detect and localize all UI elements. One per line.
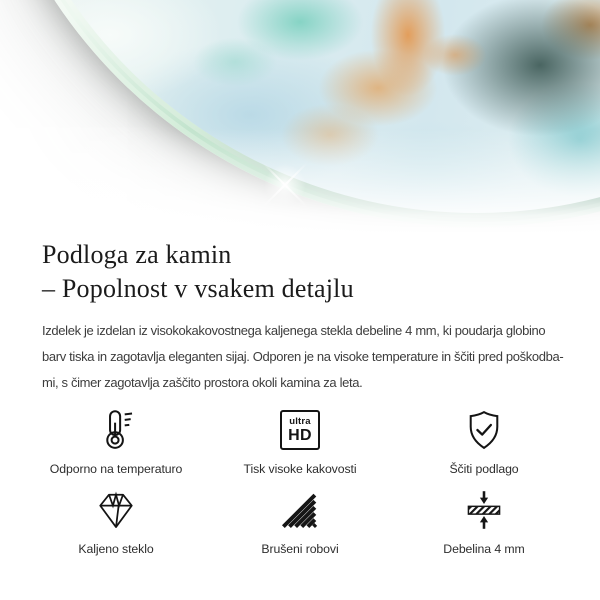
description-line: Izdelek je izdelan iz visokokakovostnega kaljenega stekla debeline 4 mm, ki poudarja globino bbox=[42, 323, 546, 338]
product-image bbox=[0, 0, 600, 234]
ultra-hd-icon bbox=[276, 408, 324, 452]
feature-label: Brušeni robovi bbox=[261, 542, 339, 556]
feature-label: Debelina 4 mm bbox=[443, 542, 525, 556]
image-bottom-fade bbox=[0, 0, 600, 234]
page-title bbox=[42, 238, 558, 306]
feature-polished-edges bbox=[208, 488, 392, 556]
feature-label: Kaljeno steklo bbox=[78, 542, 154, 556]
shield-check-icon bbox=[460, 408, 508, 452]
brushed-edges-icon bbox=[276, 488, 324, 532]
feature-protects-surface bbox=[392, 408, 576, 476]
feature-print-quality bbox=[208, 408, 392, 476]
ultra-hd-badge-top: ultra bbox=[289, 415, 311, 427]
ultra-hd-badge-bottom: HD bbox=[288, 426, 312, 444]
diamond-icon bbox=[92, 488, 140, 532]
feature-tempered-glass bbox=[24, 488, 208, 556]
feature-thickness bbox=[392, 488, 576, 556]
features-grid bbox=[0, 408, 600, 556]
title-line-1: Podloga za kamin bbox=[42, 240, 232, 269]
thermometer-icon bbox=[92, 408, 140, 452]
thickness-icon bbox=[460, 488, 508, 532]
description-line: barv tiska in zagotavlja eleganten sijaj. Odporen je na visoke temperature in ščiti pred poškodba- bbox=[42, 349, 564, 364]
title-line-2: – Popolnost v vsakem detajlu bbox=[42, 274, 354, 303]
product-description bbox=[42, 318, 564, 396]
feature-label: Odporno na temperaturo bbox=[49, 462, 183, 476]
description-line: mi, s čimer zagotavlja zaščito prostora okoli kamina za leta. bbox=[42, 375, 363, 390]
feature-label: Tisk visoke kakovosti bbox=[243, 462, 357, 476]
feature-label: Ščiti podlago bbox=[449, 462, 519, 476]
feature-temperature-resistant bbox=[24, 408, 208, 476]
